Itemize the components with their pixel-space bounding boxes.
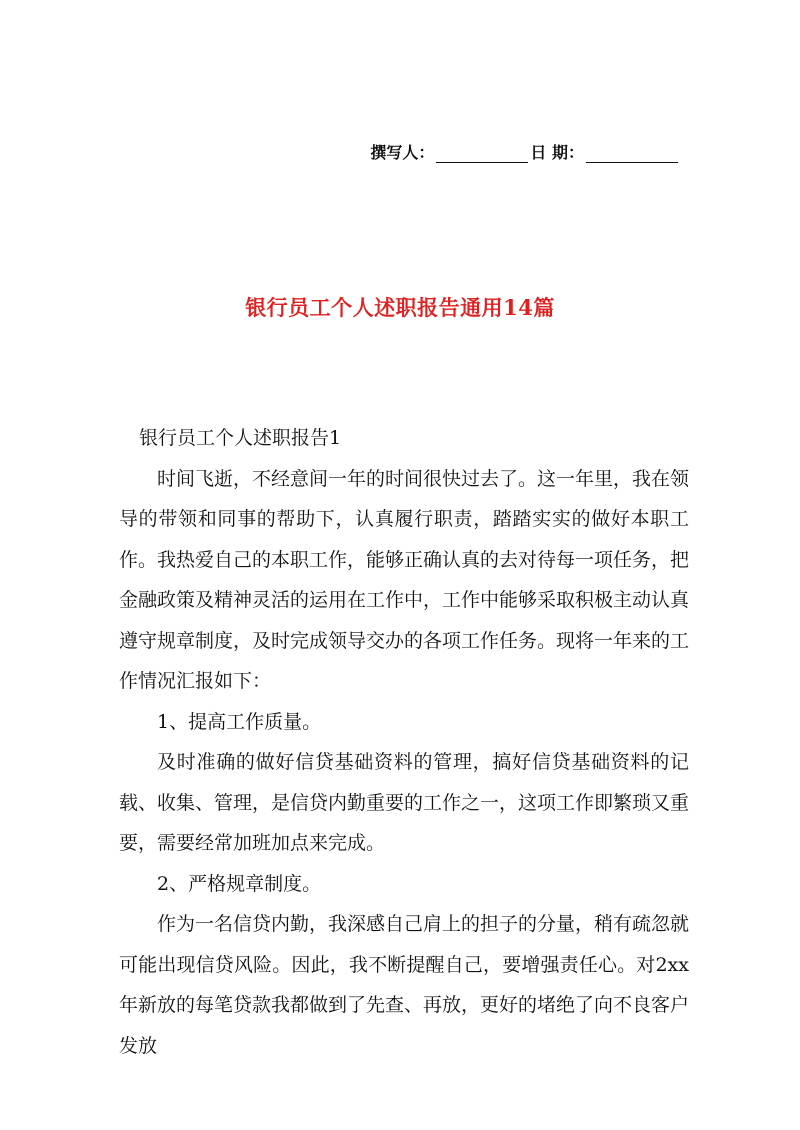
paragraph: 时间飞逝，不经意间一年的时间很快过去了。这一年里，我在领导的带领和同事的帮助下，认真履行职责，踏踏实实的做好本职工作。我热爱自己的本职工作，能够正确认真的去对待每一项任务，把金融政策及精神灵活的运用在工作中，工作中能够采取积极主动认真遵守规章制度，及时完成领导交办的各项工作任务。现将一年来的工作情况汇报如下： — [119, 467, 690, 692]
document-title: 银行员工个人述职报告通用14篇 — [245, 295, 555, 320]
paragraph: 2、严格规章制度。 — [157, 872, 322, 895]
paragraph: 1、提高工作质量。 — [157, 710, 322, 733]
paragraph: 作为一名信贷内勤，我深感自己肩上的担子的分量，稍有疏忽就可能出现信贷风险。因此，我不断提醒自己，要增强责任心。对2xx年新放的每笔贷款我都做到了先查、再放，更好的堵绝了向不良客户发放 — [119, 913, 690, 1057]
document-body — [119, 418, 689, 1066]
paragraph: 及时准确的做好信贷基础资料的管理，搞好信贷基础资料的记载、收集、管理，是信贷内勤重要的工作之一，这项工作即繁琐又重要，需要经常加班加点来完成。 — [119, 751, 690, 854]
date-blank — [586, 144, 678, 163]
section-title: 银行员工个人述职报告1 — [139, 427, 342, 449]
date-label: 日 期： — [530, 143, 584, 162]
author-label: 撰写人： — [370, 143, 435, 162]
author-blank — [436, 144, 528, 163]
author-date-line — [370, 140, 680, 163]
